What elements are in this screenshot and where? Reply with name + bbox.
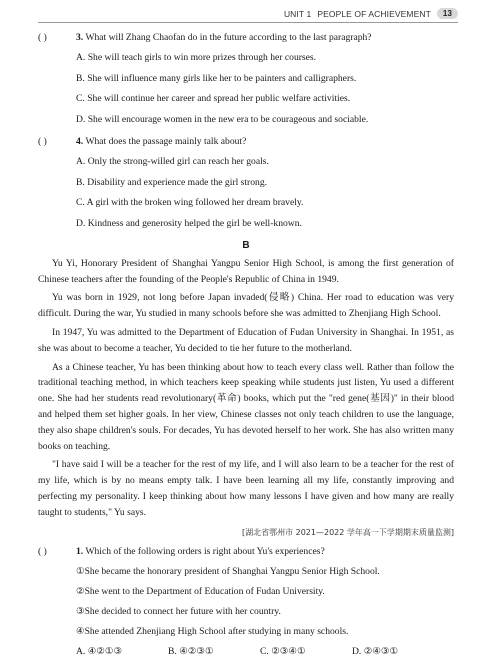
option-a: A. She will teach girls to win more prizes through her courses. — [76, 51, 317, 63]
paragraph: "I have said I will be a teacher for the rest of my life, and I will also learn to be a teacher for the rest of my life, which is by no means empty talk. I have been learning all my life, constantly improving and perfecting my personality. I keep thinking about how many lessons I have given and how many are really taught to students," Yu says. — [38, 459, 454, 518]
question-stem: What does the passage mainly talk about? — [85, 135, 247, 147]
statement: ②She went to the Department of Education of Fudan University. — [76, 585, 325, 597]
running-header — [284, 8, 458, 19]
question-number: 1. — [76, 546, 84, 558]
choice-c: C. ②③④① — [260, 646, 306, 658]
question-stem: What will Zhang Chaofan do in the future according to the last paragraph? — [85, 32, 372, 43]
paragraph: Yu Yi, Honorary President of Shanghai Yangpu Senior High School, is among the first generation of Chinese teachers after the founding of the People's Republic of China in 1949. — [38, 257, 454, 285]
choice-d: D. ②④③① — [352, 646, 399, 658]
source-citation: [湖北省鄂州市 2021—2022 学年高一下学期期末质量监测] — [241, 527, 454, 537]
option-b: B. Disability and experience made the girl strong. — [76, 176, 268, 188]
option-c: C. A girl with the broken wing followed her dream bravely. — [76, 197, 304, 209]
option-d: D. Kindness and generosity helped the girl be well-known. — [76, 218, 302, 230]
question-number: 4. — [76, 135, 84, 147]
paragraph: In 1947, Yu was admitted to the Department of Education of Fudan University in Shanghai. In 1951, as she was about to become a teacher, Yu decided to tie her future to the motherland. — [38, 326, 454, 354]
statement: ④She attended Zhenjiang High School after studying in many schools. — [76, 625, 349, 637]
unit-title: PEOPLE OF ACHIEVEMENT — [317, 8, 431, 19]
answer-blank: ( ) — [38, 32, 47, 43]
question-stem: Which of the following orders is right about Yu's experiences? — [85, 546, 325, 558]
paragraph: As a Chinese teacher, Yu has been thinking about how to teach every class well. Rather than follow the traditional teaching method, in which teachers keep speaking while students just listen, Yu used a different one. She had her students read revolutionary(革命) books, which put the "red gene(基因)" in their blood and helped them set higher goals. In her view, Chinese classes not only teach children to use the language, they also shape children's souls. For decades, Yu has devoted herself to her work. She has also written many books on teaching. — [38, 361, 454, 452]
page-number-badge: 13 — [437, 8, 458, 19]
option-c: C. She will continue her career and spread her public welfare activities. — [76, 93, 351, 105]
choice-a: A. ④②①③ — [76, 646, 123, 658]
question-number: 3. — [76, 32, 84, 43]
question-1 — [38, 544, 454, 660]
paragraph: Yu was born in 1929, not long before Japan invaded(侵略) China. Her road to education was very difficult. During the war, Yu studied in many schools before she was admitted to Zhenjiang High School. — [38, 292, 454, 320]
question-4 — [38, 134, 454, 232]
reading-passage — [38, 256, 454, 521]
option-a: A. Only the strong-willed girl can reach her goals. — [76, 155, 269, 167]
option-b: B. She will influence many girls like her to be painters and calligraphers. — [76, 72, 357, 84]
statement: ①She became the honorary president of Shanghai Yangpu Senior High School. — [76, 566, 380, 578]
section-heading: B — [242, 239, 250, 251]
header-divider — [38, 22, 458, 23]
option-d: D. She will encourage women in the new era to be courageous and sociable. — [76, 114, 369, 126]
answer-blank: ( ) — [38, 546, 47, 558]
content-area — [38, 30, 454, 660]
question-3 — [38, 30, 454, 128]
choice-b: B. ④②③① — [168, 646, 214, 658]
statement: ③She decided to connect her future with her country. — [76, 605, 281, 617]
unit-label: UNIT 1 — [283, 8, 312, 19]
answer-blank: ( ) — [38, 135, 47, 147]
